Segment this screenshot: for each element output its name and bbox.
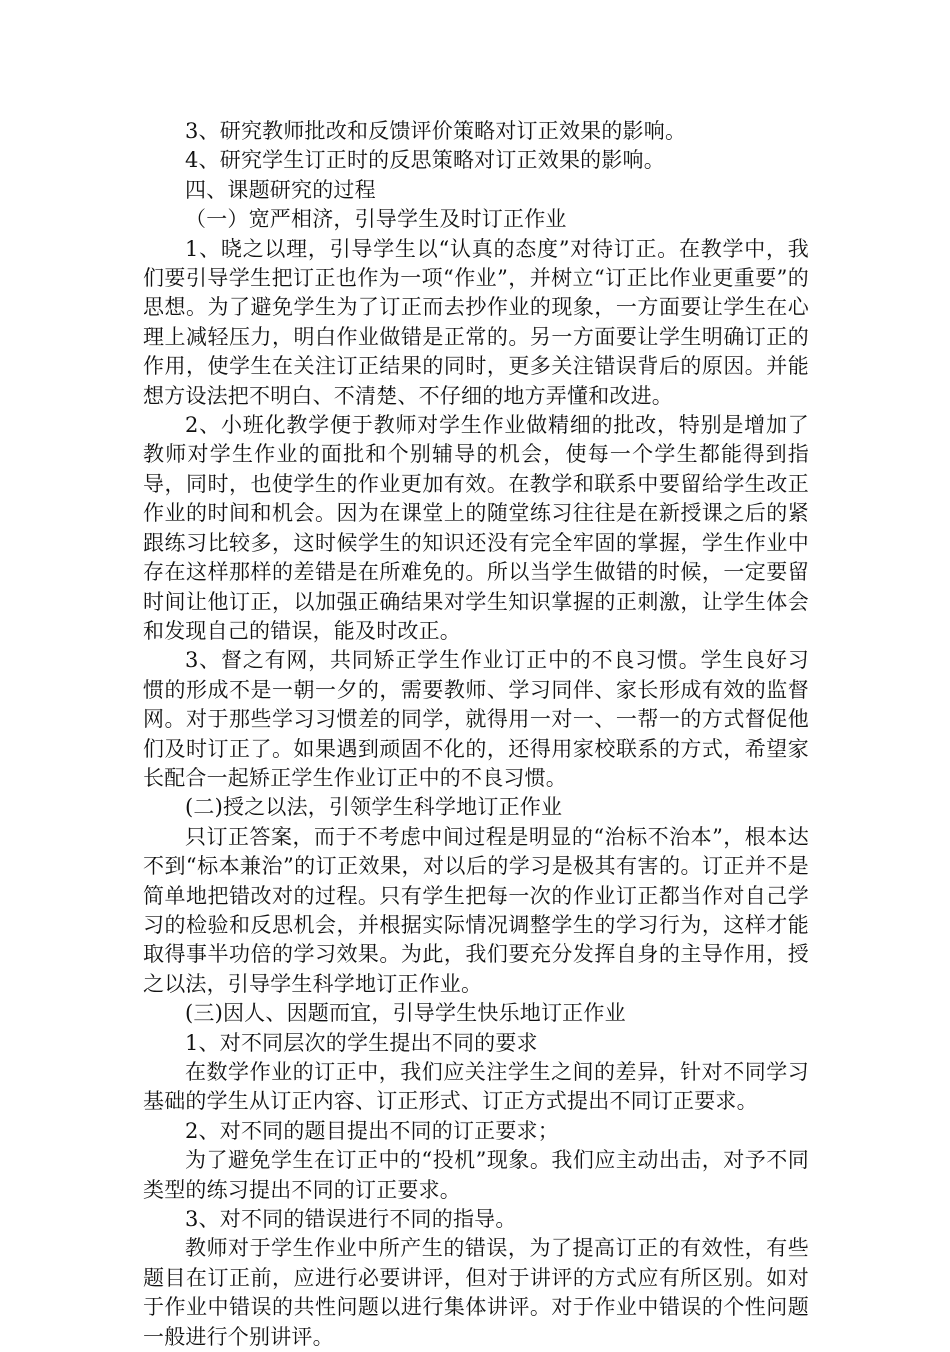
- subsection-heading-3: (三)因人、因题而宜，引导学生快乐地订正作业: [185, 1001, 626, 1026]
- document-body: [143, 117, 809, 1352]
- paragraph-1-2: 2、小班化教学便于教师对学生作业做精细的批改，特别是增加了教师对学生作业的面批和个别辅导的机会，使每一个学生都能得到指导，同时，也使学生的作业更加有效。在教学和联系中要留给学生改正作业的时间和机会。因为在课堂上的随堂练习往往是在新授课之后的紧跟练习比较多，这时候学生的知识还没有完全牢固的掌握，学生作业中存在这样那样的差错是在所难免的。所以当学生做错的时候，一定要留时间让他订正，以加强正确结果对学生知识掌握的正刺激，让学生体会和发现自己的错误，能及时改正。: [143, 413, 809, 643]
- paragraph-1-3: 3、督之有网，共同矫正学生作业订正中的不良习惯。学生良好习惯的形成不是一朝一夕的，需要教师、学习同伴、家长形成有效的监督网。对于那些学习习惯差的同学，就得用一对一、一帮一的方式督促他们及时订正了。如果遇到顽固不化的，还得用家校联系的方式，希望家长配合一起矫正学生作业订正中的不良习惯。: [143, 648, 809, 790]
- item-heading-3-3: 3、对不同的错误进行不同的指导。: [185, 1207, 517, 1232]
- paragraph-3-2: 为了避免学生在订正中的“投机”现象。我们应主动出击，对予不同类型的练习提出不同的订正要求。: [143, 1148, 809, 1202]
- subsection-heading-2: (二)授之以法，引领学生科学地订正作业: [185, 795, 563, 820]
- paragraph-goal-4: 4、研究学生订正时的反思策略对订正效果的影响。: [185, 148, 665, 173]
- paragraph-2-body: 只订正答案，而于不考虑中间过程是明显的“治标不治本”，根本达不到“标本兼治”的订正效果，对以后的学习是极其有害的。订正并不是简单地把错改对的过程。只有学生把每一次的作业订正都当作对自己学习的检验和反思机会，并根据实际情况调整学生的学习行为，这样才能取得事半功倍的学习效果。为此，我们要充分发挥自身的主导作用，授之以法，引导学生科学地订正作业。: [143, 824, 809, 996]
- item-heading-3-1: 1、对不同层次的学生提出不同的要求: [185, 1030, 538, 1055]
- section-heading-process: 四、课题研究的过程: [185, 177, 376, 202]
- paragraph-3-1: 在数学作业的订正中，我们应关注学生之间的差异，针对不同学习基础的学生从订正内容、订正形式、订正方式提出不同订正要求。: [143, 1060, 809, 1114]
- paragraph-goal-3: 3、研究教师批改和反馈评价策略对订正效果的影响。: [185, 119, 687, 143]
- subsection-heading-1: （一）宽严相济，引导学生及时订正作业: [185, 207, 567, 232]
- paragraph-3-3: 教师对于学生作业中所产生的错误，为了提高订正的有效性，有些题目在订正前，应进行必要讲评，但对于讲评的方式应有所区别。如对于作业中错误的共性问题以进行集体讲评。对于作业中错误的个性问题一般进行个别讲评。: [143, 1236, 809, 1349]
- paragraph-1-1: 1、晓之以理，引导学生以“认真的态度”对待订正。在教学中，我们要引导学生把订正也作为一项“作业”，并树立“订正比作业更重要”的思想。为了避免学生为了订正而去抄作业的现象，一方面要让学生在心理上减轻压力，明白作业做错是正常的。另一方面要让学生明确订正的作用，使学生在关注订正结果的同时，更多关注错误背后的原因。并能想方设法把不明白、不清楚、不仔细的地方弄懂和改进。: [143, 236, 809, 408]
- item-heading-3-2: 2、对不同的题目提出不同的订正要求；: [185, 1118, 559, 1143]
